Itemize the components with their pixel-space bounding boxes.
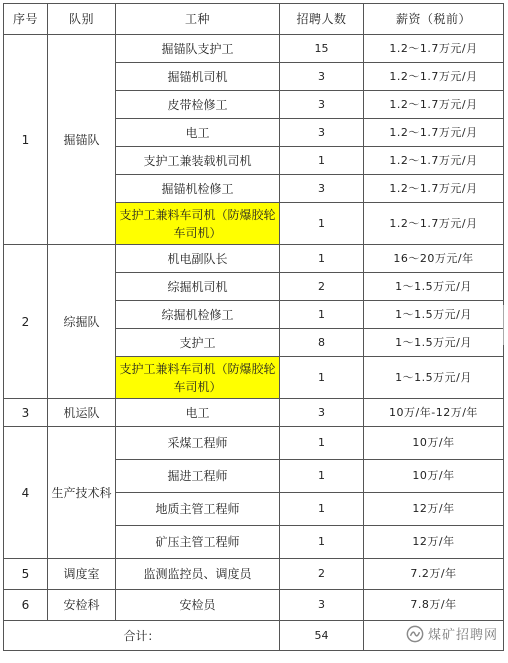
group-team: 掘锚队 (48, 35, 116, 245)
salary-cell: 12万/年 (364, 526, 504, 559)
wechat-channel-icon (406, 625, 424, 643)
count-cell: 2 (280, 273, 364, 301)
total-label: 合计： (4, 621, 280, 651)
table-row (4, 427, 504, 460)
edge-marker (503, 305, 508, 345)
table-body (4, 35, 504, 621)
salary-cell: 10万/年 (364, 460, 504, 493)
count-cell: 3 (280, 63, 364, 91)
salary-cell: 1.2～1.7万元/月 (364, 63, 504, 91)
table-row (4, 245, 504, 273)
count-cell: 3 (280, 399, 364, 427)
group-seq: 5 (4, 559, 48, 590)
job-cell: 机电副队长 (116, 245, 280, 273)
job-cell: 电工 (116, 119, 280, 147)
group-team: 机运队 (48, 399, 116, 427)
header-count: 招聘人数 (280, 4, 364, 35)
group-seq: 4 (4, 427, 48, 559)
salary-cell: 10万/年-12万/年 (364, 399, 504, 427)
salary-cell: 16～20万元/年 (364, 245, 504, 273)
salary-cell: 1.2～1.7万元/月 (364, 35, 504, 63)
job-cell: 掘锚机检修工 (116, 175, 280, 203)
salary-cell: 1～1.5万元/月 (364, 329, 504, 357)
table-row (4, 35, 504, 63)
salary-cell: 10万/年 (364, 427, 504, 460)
count-cell: 3 (280, 590, 364, 621)
salary-cell: 1～1.5万元/月 (364, 301, 504, 329)
count-cell: 1 (280, 147, 364, 175)
count-cell: 3 (280, 119, 364, 147)
count-cell: 15 (280, 35, 364, 63)
header-seq: 序号 (4, 4, 48, 35)
count-cell: 1 (280, 245, 364, 273)
table-row (4, 399, 504, 427)
table-row (4, 590, 504, 621)
count-cell: 1 (280, 427, 364, 460)
job-cell: 掘进工程师 (116, 460, 280, 493)
group-seq: 1 (4, 35, 48, 245)
header-row (4, 4, 504, 35)
count-cell: 1 (280, 493, 364, 526)
table-row (4, 559, 504, 590)
header-job: 工种 (116, 4, 280, 35)
watermark-text: 煤矿招聘网 (427, 628, 498, 643)
total-count: 54 (280, 621, 364, 651)
job-cell: 监测监控员、调度员 (116, 559, 280, 590)
job-cell: 掘锚队支护工 (116, 35, 280, 63)
salary-cell: 1～1.5万元/月 (364, 273, 504, 301)
job-cell-highlighted: 支护工兼料车司机（防爆胶轮车司机） (116, 357, 280, 399)
header-team: 队别 (48, 4, 116, 35)
job-cell-highlighted: 支护工兼料车司机（防爆胶轮车司机） (116, 203, 280, 245)
job-cell: 支护工兼装载机司机 (116, 147, 280, 175)
job-cell: 采煤工程师 (116, 427, 280, 460)
group-team: 调度室 (48, 559, 116, 590)
job-cell: 掘锚机司机 (116, 63, 280, 91)
count-cell: 8 (280, 329, 364, 357)
count-cell: 1 (280, 301, 364, 329)
count-cell: 2 (280, 559, 364, 590)
count-cell: 1 (280, 460, 364, 493)
salary-cell: 1.2～1.7万元/月 (364, 147, 504, 175)
job-cell: 安检员 (116, 590, 280, 621)
salary-cell: 1.2～1.7万元/月 (364, 203, 504, 245)
salary-cell: 7.2万/年 (364, 559, 504, 590)
count-cell: 1 (280, 203, 364, 245)
count-cell: 1 (280, 526, 364, 559)
group-team: 生产技术科 (48, 427, 116, 559)
group-team: 综掘队 (48, 245, 116, 399)
watermark (406, 624, 498, 643)
job-cell: 综掘机司机 (116, 273, 280, 301)
header-salary: 薪资（税前） (364, 4, 504, 35)
group-seq: 3 (4, 399, 48, 427)
group-team: 安检科 (48, 590, 116, 621)
salary-cell: 1.2～1.7万元/月 (364, 91, 504, 119)
salary-cell: 12万/年 (364, 493, 504, 526)
salary-cell: 7.8万/年 (364, 590, 504, 621)
salary-cell: 1.2～1.7万元/月 (364, 175, 504, 203)
job-cell: 支护工 (116, 329, 280, 357)
count-cell: 3 (280, 175, 364, 203)
count-cell: 1 (280, 357, 364, 399)
job-cell: 综掘机检修工 (116, 301, 280, 329)
group-seq: 2 (4, 245, 48, 399)
job-cell: 电工 (116, 399, 280, 427)
job-cell: 地质主管工程师 (116, 493, 280, 526)
recruitment-table (3, 3, 504, 651)
salary-cell: 1.2～1.7万元/月 (364, 119, 504, 147)
job-cell: 皮带检修工 (116, 91, 280, 119)
count-cell: 3 (280, 91, 364, 119)
group-seq: 6 (4, 590, 48, 621)
salary-cell: 1～1.5万元/月 (364, 357, 504, 399)
job-cell: 矿压主管工程师 (116, 526, 280, 559)
